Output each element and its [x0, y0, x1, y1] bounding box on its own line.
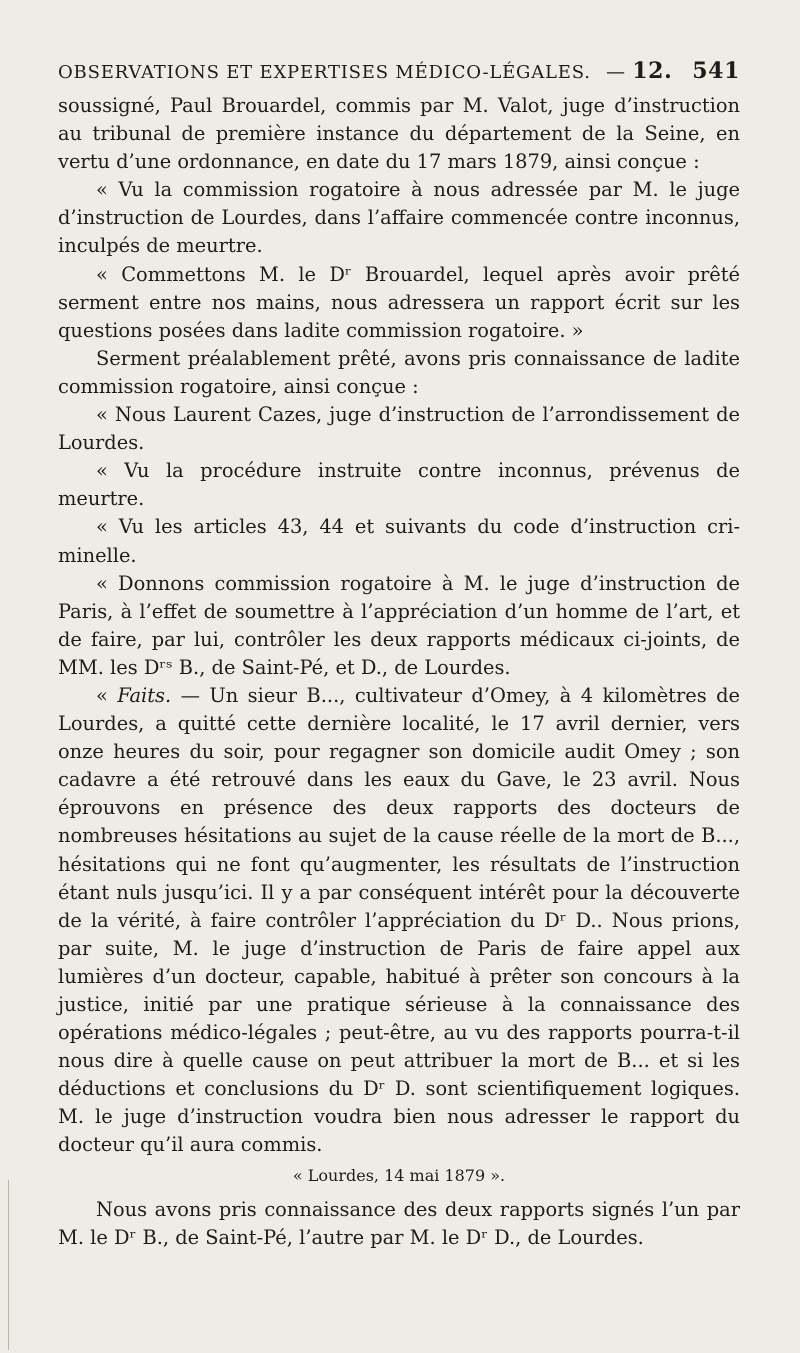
faits-text: — Un sieur B..., cultivateur d’Omey, à 4 kilomètres de Lourdes, a quitté cette dernière localité, le 17 avril dernier, vers onze heures du soir, pour regagner son domicile audit Omey ; son cadavre a été retrouvé dans les eaux du Gave, le 23 avril. Nous éprouvons en présence des deux rapports des docteurs de nombreuses hésitations au sujet de la cause réelle de la mort de B..., hésitations qui ne font qu’augmenter, les résultats de l’instruction étant nuls jusqu’ici. Il y a par conséquent intérêt pour la découverte de la vérité, à faire contrôler l’appréciation du Dʳ D.. Nous prions, par suite, M. le juge d’instruction de Paris de faire appel aux lumières d’un docteur, capable, habitué à prêter son concours à la justice, initié par une pratique sérieuse à la connaissance des opérations médico-légales ; peut-être, au vu des rapports pourra-t-il nous dire à quelle cause on peut attribuer la mort de B... et si les déductions et conclusions du Dʳ D. sont scientifiquement logiques. M. le juge d’instruction voudra bien nous adresser le rapport du docteur qu’il aura commis. [58, 683, 740, 1157]
section-number: 12. [632, 58, 673, 84]
faits-label: Faits. [117, 683, 172, 707]
binding-edge-line [8, 1180, 9, 1350]
paragraph: « Commettons M. le Dʳ Brouardel, lequel après avoir prêté serment entre nos mains, nous adressera un rapport écrit sur les questions posées dans ladite commission rogatoire. » [58, 262, 740, 342]
paragraph: « Nous Laurent Cazes, juge d’instruction de l’arrondissement de Lourdes. [58, 403, 740, 455]
paragraph: « Vu la commission rogatoire à nous adressée par M. le juge d’instruction de Lourdes, dans l’affaire commencée contre inconnus, inculpés de meurtre. [58, 178, 740, 258]
paragraph: Serment préalablement prêté, avons pris connaissance de ladite commission rogatoire, ainsi conçue : [58, 346, 740, 398]
running-head [58, 58, 740, 84]
running-head-title: OBSERVATIONS ET EXPERTISES MÉDICO-LÉGALES. [58, 62, 591, 83]
paragraph: soussigné, Paul Brouardel, commis par M. Valot, juge d’instruction au tribunal de première instance du département de la Seine, en vertu d’une ordonnance, en date du 17 mars 1879, ainsi conçue : [58, 94, 740, 174]
faits-quote: « [96, 683, 118, 707]
paragraph: « Donnons commission rogatoire à M. le juge d’instruction de Paris, à l’effet de soumettre à l’appréciation d’un homme de l’art, et de faire, par lui, contrôler les deux rapports médicaux ci-joints, de MM. les Dʳˢ B., de Saint-Pé, et D., de Lourdes. [58, 571, 740, 679]
running-head-right [606, 58, 740, 84]
paragraph: « Vu la procédure instruite contre inconnus, prévenus de meurtre. [58, 459, 740, 511]
page-number: 541 [692, 58, 740, 84]
paragraph: « Vu les articles 43, 44 et suivants du code d’instruction criminelle. [58, 515, 740, 567]
running-head-dash: — [606, 61, 626, 83]
page-body [58, 92, 740, 1252]
faits-paragraph [58, 682, 740, 1160]
signature-line: « Lourdes, 14 mai 1879 ». [292, 1165, 506, 1185]
closing-paragraph: Nous avons pris connaissance des deux rapports signés l’un par M. le Dʳ B., de Saint-Pé, l’autre par M. le Dʳ D., de Lourdes. [58, 1197, 740, 1249]
